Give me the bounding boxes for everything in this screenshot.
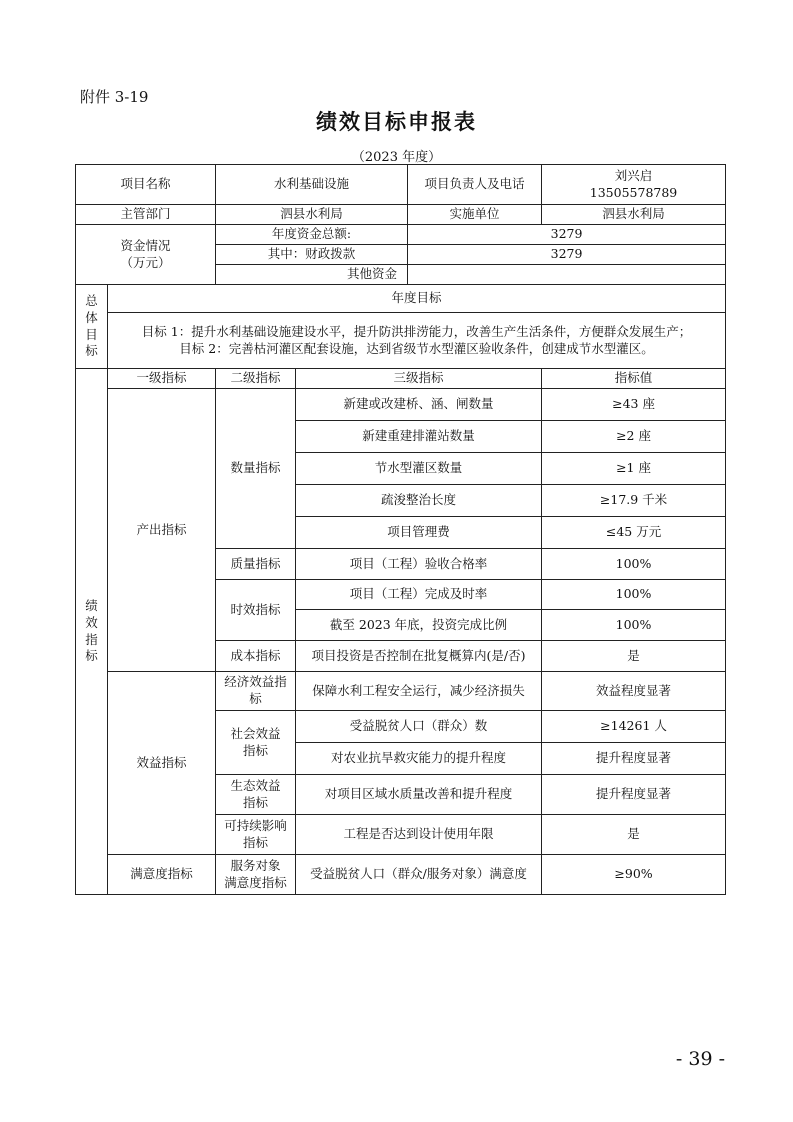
indicator-value: 100% (542, 610, 726, 641)
level2-social-line2: 指标 (243, 742, 269, 758)
funds-label (76, 225, 216, 285)
funds-total-value: 3279 (408, 225, 726, 245)
funds-other-value (408, 265, 726, 285)
indicator-value: ≥1 座 (542, 453, 726, 485)
overall-goal-vlabel (76, 285, 108, 369)
unit-value: 泗县水利局 (542, 205, 726, 225)
level2-sustain-line1: 可持续影响 (224, 817, 287, 833)
level2-ecological-line1: 生态效益 (230, 777, 281, 793)
level2-social (216, 711, 296, 775)
dept-label: 主管部门 (76, 205, 216, 225)
project-leader-value (542, 165, 726, 205)
indicator-name: 新建或改建桥、涵、闸数量 (296, 389, 542, 421)
table-row (76, 672, 726, 711)
level2-timeliness: 时效指标 (216, 580, 296, 641)
level2-sustain-line2: 指标 (243, 834, 269, 850)
indicator-name: 项目（工程）完成及时率 (296, 580, 542, 610)
dept-value: 泗县水利局 (216, 205, 408, 225)
project-name-value: 水利基础设施 (216, 165, 408, 205)
vlabel-char: 体 (85, 309, 98, 325)
indicator-name: 节水型灌区数量 (296, 453, 542, 485)
level1-output: 产出指标 (108, 389, 216, 672)
department-row (76, 205, 726, 225)
level1-satisfaction: 满意度指标 (108, 855, 216, 895)
goal-2: 目标 2：完善枯河灌区配套设施，达到省级节水型灌区验收条件，创建成节水型灌区。 (179, 340, 654, 356)
indicator-value: ≥14261 人 (542, 711, 726, 743)
funds-fiscal-label: 其中：财政拨款 (216, 245, 408, 265)
vlabel-char: 总 (85, 292, 98, 308)
level2-social-line1: 社会效益 (230, 725, 281, 741)
funds-label-line2: （万元） (120, 254, 171, 270)
indicator-value: ≥90% (542, 855, 726, 895)
page-number: - 39 - (675, 1048, 725, 1070)
funds-other-label: 其他资金 (216, 265, 408, 285)
indicator-value: 是 (542, 815, 726, 855)
indicator-name: 项目（工程）验收合格率 (296, 549, 542, 580)
indicator-value: 效益程度显著 (542, 672, 726, 711)
vlabel-char: 标 (85, 648, 98, 664)
funds-label-line1: 资金情况 (120, 237, 171, 253)
performance-goal-table (75, 164, 726, 895)
header-value: 指标值 (542, 369, 726, 389)
level2-service-line2: 满意度指标 (224, 874, 287, 890)
indicator-value: ≥2 座 (542, 421, 726, 453)
fiscal-year: （2023 年度） (351, 150, 442, 165)
project-leader-label: 项目负责人及电话 (408, 165, 542, 205)
vlabel-char: 目 (85, 326, 98, 342)
funds-total-label: 年度资金总额: (216, 225, 408, 245)
indicator-name: 受益脱贫人口（群众）数 (296, 711, 542, 743)
level2-cost: 成本指标 (216, 641, 296, 672)
annex-label: 附件 3-19 (80, 88, 149, 106)
indicator-name: 对项目区域水质量改善和提升程度 (296, 775, 542, 815)
indicator-value: ≥43 座 (542, 389, 726, 421)
header-level3: 三级指标 (296, 369, 542, 389)
indicator-value: ≤45 万元 (542, 517, 726, 549)
vlabel-char: 标 (85, 343, 98, 359)
indicator-value: 100% (542, 580, 726, 610)
unit-label: 实施单位 (408, 205, 542, 225)
header-level1: 一级指标 (108, 369, 216, 389)
annual-goal-header-row (76, 285, 726, 313)
level2-service (216, 855, 296, 895)
level2-sustainability (216, 815, 296, 855)
indicator-name: 保障水利工程安全运行，减少经济损失 (296, 672, 542, 711)
level2-economic-line2: 标 (249, 691, 262, 706)
level2-ecological (216, 775, 296, 815)
indicator-name: 疏浚整治长度 (296, 485, 542, 517)
indicator-value: 提升程度显著 (542, 775, 726, 815)
indicator-value: 100% (542, 549, 726, 580)
level2-economic (216, 672, 296, 711)
indicator-name: 对农业抗旱救灾能力的提升程度 (296, 743, 542, 775)
project-name-row (76, 165, 726, 205)
leader-phone: 13505578789 (589, 184, 678, 200)
annual-goal-header: 年度目标 (108, 285, 726, 313)
performance-indicator-vlabel (76, 369, 108, 895)
level2-quantity: 数量指标 (216, 389, 296, 549)
indicator-name: 工程是否达到设计使用年限 (296, 815, 542, 855)
header-level2: 二级指标 (216, 369, 296, 389)
indicator-value: 提升程度显著 (542, 743, 726, 775)
leader-name: 刘兴启 (614, 167, 653, 183)
vlabel-char: 绩 (85, 597, 98, 613)
level1-benefit: 效益指标 (108, 672, 216, 855)
funds-total-row (76, 225, 726, 245)
indicator-name: 截至 2023 年底，投资完成比例 (296, 610, 542, 641)
goal-1: 目标 1：提升水利基础设施建设水平，提升防洪排涝能力，改善生产生活条件，方便群众发展生产； (141, 323, 692, 339)
level2-service-line1: 服务对象 (230, 857, 281, 873)
indicator-name: 新建重建排灌站数量 (296, 421, 542, 453)
indicator-name: 项目管理费 (296, 517, 542, 549)
funds-fiscal-value: 3279 (408, 245, 726, 265)
level2-economic-line1: 经济效益指 (224, 674, 287, 690)
indicator-value: 是 (542, 641, 726, 672)
level2-ecological-line2: 指标 (243, 794, 269, 810)
vlabel-char: 效 (85, 614, 98, 630)
page-title: 绩效目标申报表 (316, 109, 477, 134)
indicator-header-row (76, 369, 726, 389)
annual-goal-body-row (76, 313, 726, 369)
level2-quality: 质量指标 (216, 549, 296, 580)
vlabel-char: 指 (85, 631, 98, 647)
indicator-value: ≥17.9 千米 (542, 485, 726, 517)
table-row (76, 855, 726, 895)
project-name-label: 项目名称 (76, 165, 216, 205)
indicator-name: 受益脱贫人口（群众/服务对象）满意度 (296, 855, 542, 895)
table-row (76, 389, 726, 421)
indicator-name: 项目投资是否控制在批复概算内(是/否) (296, 641, 542, 672)
annual-goals (108, 313, 726, 369)
